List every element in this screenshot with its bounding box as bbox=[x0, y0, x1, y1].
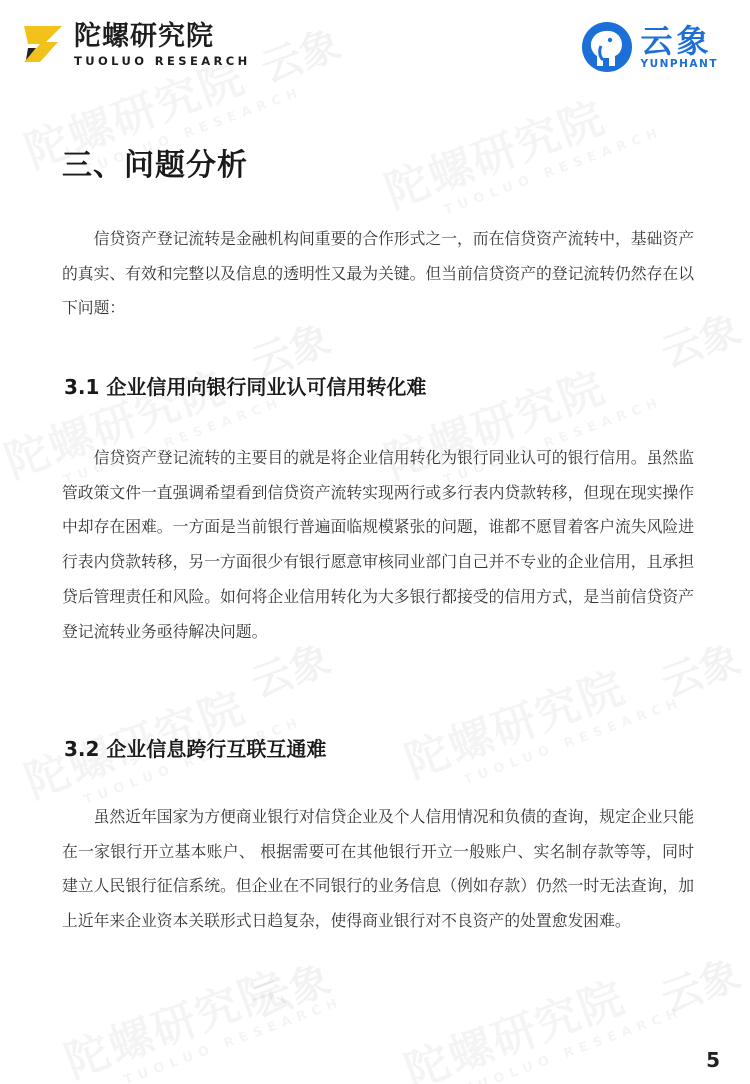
elephant-icon bbox=[579, 20, 635, 74]
subsection-title: 3.1 企业信用向银行同业认可信用转化难 bbox=[64, 375, 427, 399]
intro-paragraph: 信贷资产登记流转是金融机构间重要的合作形式之一，而在信贷资产流转中，基础资产的真实、有效和完整以及信息的透明性又最为关键。但当前信贷资产的登记流转仍然存在以下问题： bbox=[62, 229, 694, 318]
subsection-body: 信贷资产登记流转的主要目的就是将企业信用转化为银行同业认可的银行信用。虽然监管政策文件一直强调希望看到信贷资产流转实现两行或多行表内贷款转移，但现在现实操作中却存在困难。一方面是当前银行普遍面临规模紧张的问题，谁都不愿冒着客户流失风险进行表内贷款转移，另一方面很少有银行愿意审核同业部门自己并不专业的企业信用，且承担贷后管理责任和风险。如何将企业信用转化为大多银行都接受的信用方式，是当前信贷资产登记流转业务亟待解决问题。 bbox=[62, 448, 694, 641]
tuoluo-name-cn: 陀螺研究院 bbox=[74, 21, 214, 52]
tuoluo-name-en: TUOLUO RESEARCH bbox=[74, 54, 251, 68]
watermark-logo bbox=[395, 944, 685, 1084]
yunphant-logo bbox=[579, 20, 718, 74]
subsection-body: 虽然近年国家为方便商业银行对信贷企业及个人信用情况和负债的查询，规定企业只能在一家银行开立基本账户、 根据需要可在其他银行开立一般账户、实名制存款等等，同时建立人民银行征信系统。但企业在不同银行的业务信息（例如存款）仍然一时无法查询，加上近年来企业资本关联形式日趋复杂，使得商业银行对不良资产的处置愈发困难。 bbox=[62, 807, 694, 931]
watermark-yunphant: 云象 bbox=[245, 316, 337, 388]
watermark-yunphant: 云象 bbox=[245, 636, 337, 708]
watermark-yunphant: 云象 bbox=[245, 956, 337, 1028]
subsection-title: 3.2 企业信息跨行互联互通难 bbox=[64, 737, 327, 761]
page-number: 5 bbox=[706, 1048, 720, 1072]
watermark-yunphant: 云象 bbox=[655, 636, 747, 708]
tuoluo-z-icon bbox=[22, 22, 66, 66]
watermark-logo bbox=[55, 934, 345, 1084]
yunphant-name-en: YUNPHANT bbox=[640, 58, 718, 70]
watermark-logo bbox=[375, 64, 665, 234]
tuoluo-logo bbox=[22, 22, 251, 68]
yunphant-name-cn: 云象 bbox=[640, 22, 713, 60]
watermark-yunphant: 云象 bbox=[255, 21, 347, 93]
watermark-yunphant: 云象 bbox=[655, 306, 747, 378]
watermark-yunphant: 云象 bbox=[655, 951, 747, 1023]
section-title: 三、问题分析 bbox=[62, 148, 248, 183]
watermark-logo bbox=[395, 634, 685, 804]
